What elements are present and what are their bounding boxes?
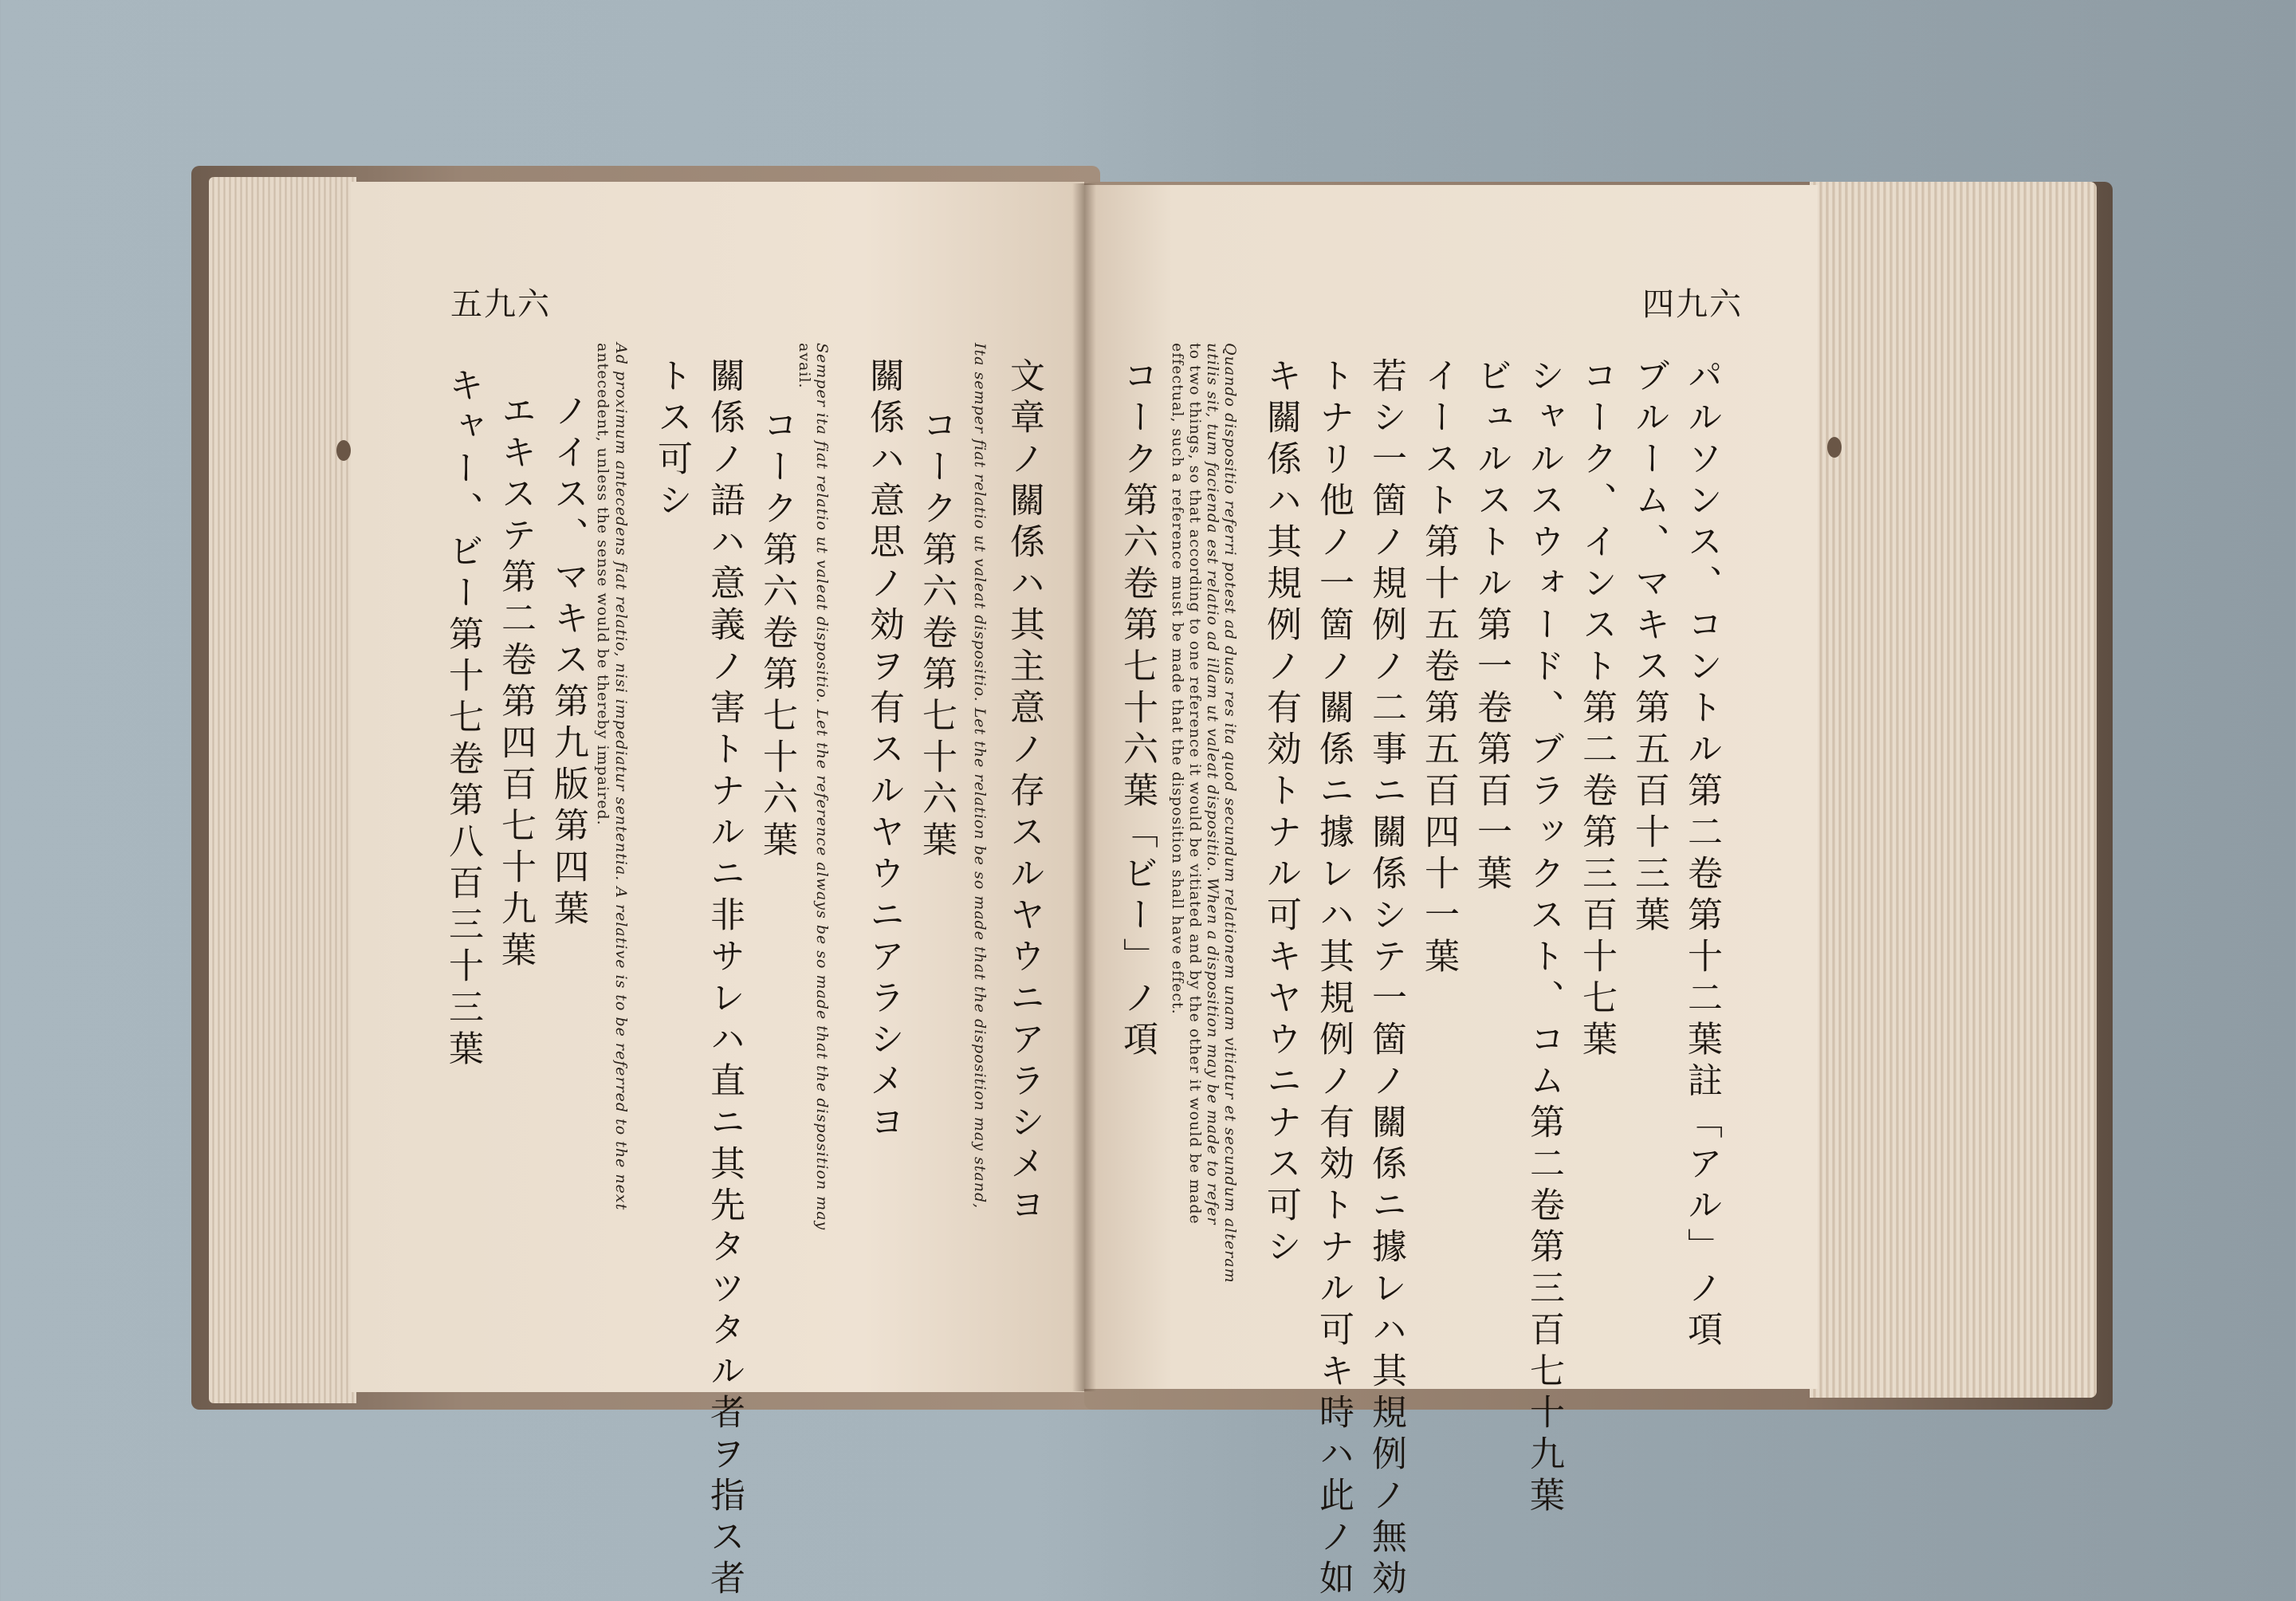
right-english-line: to two things, so that according to one reference it would be vitiated and by the other it would be made	[1185, 343, 1204, 1225]
right-japanese-line: 若シ一箇ノ規例ノ二事ニ關係シテ一箇ノ關係ニ據レハ其規例ノ無効	[1366, 357, 1406, 1601]
left-japanese-line: 文章ノ關係ハ其主意ノ存スルヤウニアラシメヨ	[1004, 357, 1044, 1228]
left-english-line: antecedent, unless the sense would be thereby impaired.	[593, 343, 611, 826]
left-japanese-line: 關係ハ意思ノ効ヲ有スルヤウニアラシメヨ	[863, 357, 904, 1145]
left-japanese-line: ノイス、マキス第九版第四葉	[548, 392, 588, 931]
binding-hole-left	[336, 440, 351, 461]
left-latin-line: Ad proximum antecedens fiat relatio, nisi impediatur sententia. A relative is to be referred to the next	[611, 343, 630, 1211]
left-japanese-line: コーク第六卷第七十六葉	[916, 407, 957, 863]
right-japanese-line: ビュルストル第一卷第百一葉	[1471, 357, 1512, 896]
right-english-line: effectual, such a reference must be made that the disposition shall have effect.	[1168, 343, 1186, 1015]
left-japanese-line: トス可シ	[651, 357, 692, 523]
left-japanese-line: キャー、ビー第十七卷第八百三十三葉	[442, 367, 483, 1072]
left-latin-line: Semper ita fiat relatio ut valeat dispositio. Let the reference always be so made that the disposition may	[812, 343, 831, 1231]
page-edges-right	[1810, 182, 2097, 1398]
left-japanese-line: 關係ノ語ハ意義ノ害トナルニ非サレハ直ニ其先タツタル者ヲ指ス者	[704, 357, 745, 1601]
right-japanese-line: シャルスウォード、ブラックスト、コム第二卷第三百七十九葉	[1523, 357, 1564, 1518]
right-japanese-line: コーク第六卷第七十六葉「ビー」ノ項	[1117, 357, 1158, 1062]
page-edges-left	[209, 177, 356, 1403]
left-page-number: 五九六	[450, 286, 551, 323]
left-latin-line: Ita semper fiat relatio ut valeat dispositio. Let the relation be so made that the disposition may stand,	[970, 343, 989, 1210]
right-japanese-line: キ關係ハ其規例ノ有効トナル可キヤウニナス可シ	[1260, 357, 1301, 1269]
book-gutter	[1072, 183, 1096, 1391]
right-page-number: 四九六	[1642, 286, 1743, 323]
binding-hole-right	[1827, 437, 1842, 458]
left-japanese-line: エキステ第二卷第四百七十九葉	[495, 392, 536, 973]
right-japanese-line: コーク、インスト第二卷第三百十七葉	[1576, 357, 1617, 1062]
right-japanese-line: トナリ他ノ一箇ノ關係ニ據レハ其規例ノ有効トナル可キ時ハ此ノ如	[1313, 357, 1354, 1601]
left-english-line: avail.	[795, 343, 813, 389]
left-japanese-line: コーク第六卷第七十六葉	[757, 407, 797, 863]
right-latin-line: utilis sit, tum facienda est relatio ad illam ut valeat dispositio. When a disposition may be made to refer	[1203, 343, 1221, 1225]
right-japanese-line: イースト第十五卷第五百四十一葉	[1418, 357, 1459, 979]
right-latin-line: Quando dispositio referri potest ad duas res ita quod secundum relationem unam vitiatur et secundum alteram	[1221, 343, 1239, 1284]
right-japanese-line: パルソンス、コントル第二卷第十二葉註「アル」ノ項	[1681, 357, 1722, 1352]
right-japanese-line: ブルーム、マキス第五百十三葉	[1629, 357, 1669, 938]
